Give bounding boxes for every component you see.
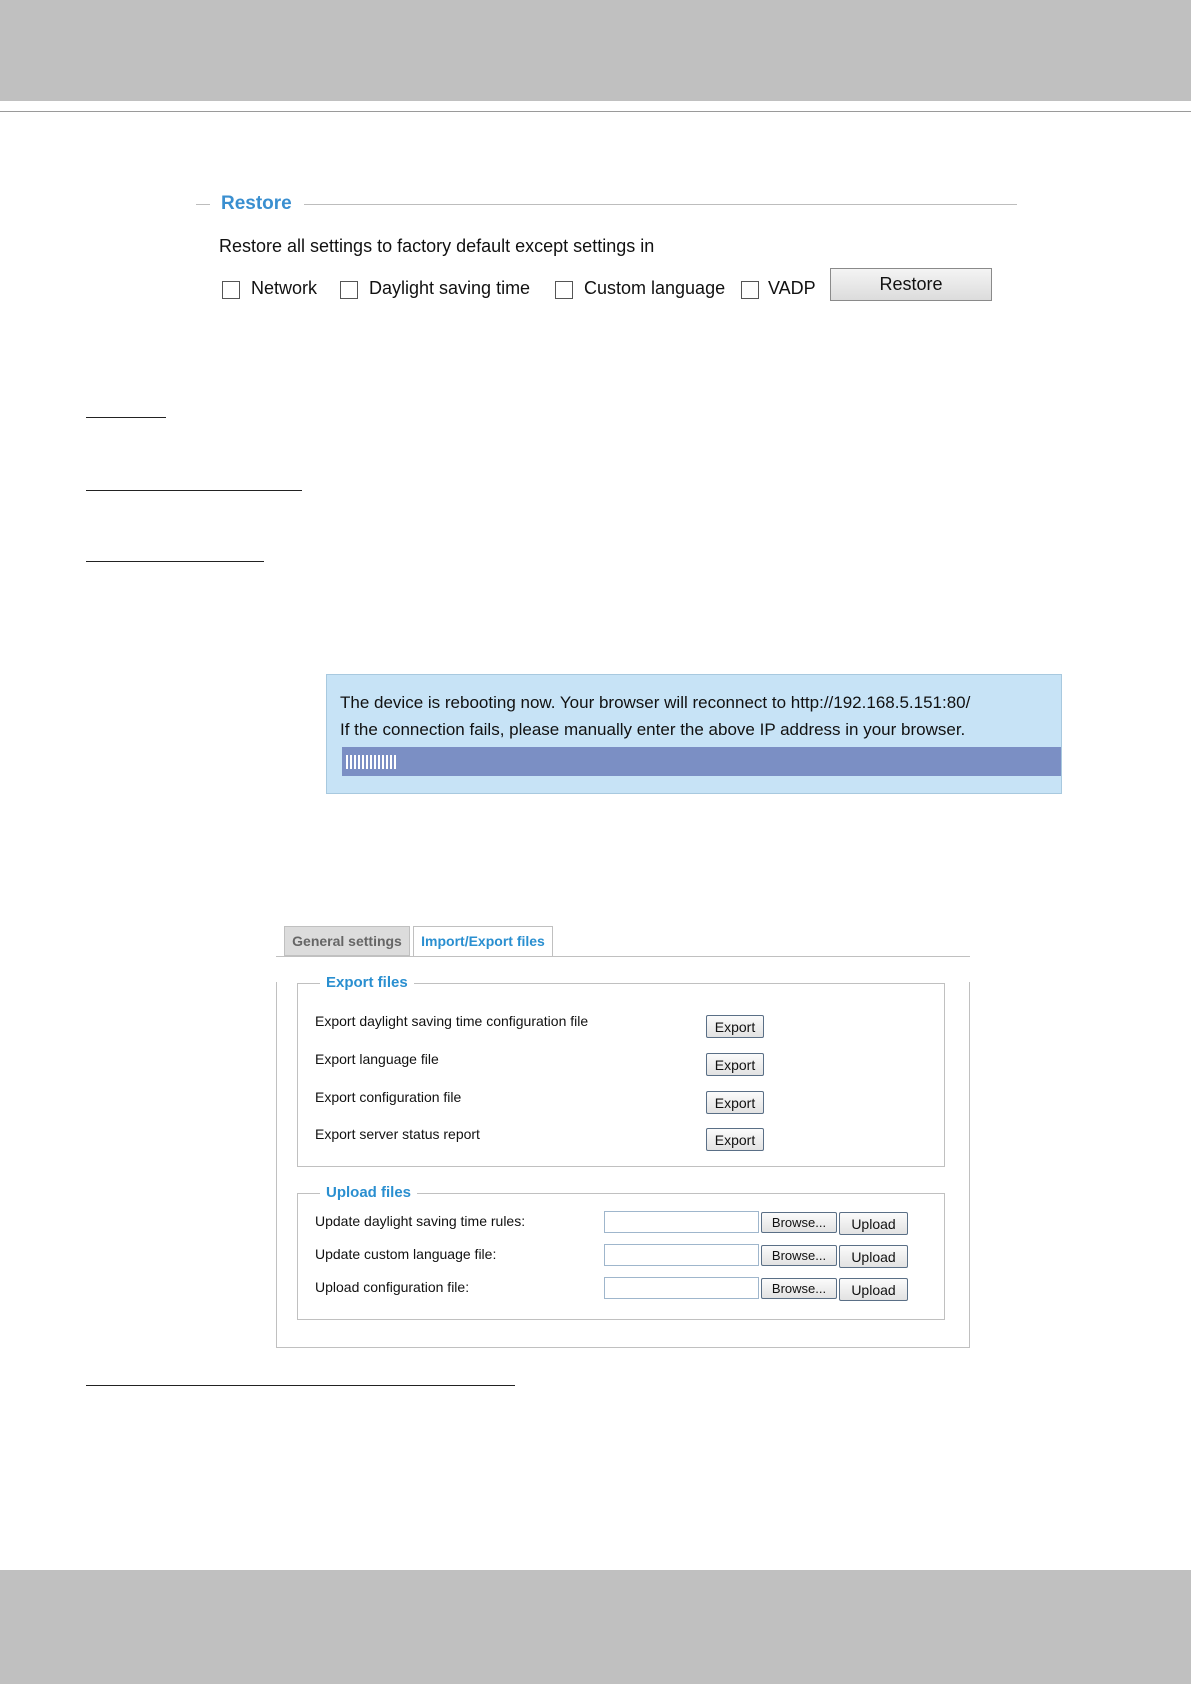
upload-language-browse-button[interactable]: Browse... [761,1245,837,1266]
restore-legend-line [196,204,210,205]
upload-dst-rules-upload-button[interactable]: Upload [839,1212,908,1235]
export-dst-config-button[interactable]: Export [706,1015,764,1038]
custom-language-checkbox-label: Custom language [584,278,726,298]
upload-config-browse-button[interactable]: Browse... [761,1278,837,1299]
restore-description: Restore all settings to factory default except settings in [219,236,655,256]
vadp-checkbox[interactable] [741,281,759,299]
upload-files-title: Upload files [320,1184,417,1201]
export-files-title: Export files [320,974,414,991]
upload-config-upload-button[interactable]: Upload [839,1278,908,1301]
upload-language-label: Update custom language file: [315,1246,497,1262]
network-checkbox-label: Network [251,278,318,298]
export-dst-config-label: Export daylight saving time configuration file [315,1013,589,1029]
upload-language-upload-button[interactable]: Upload [839,1245,908,1268]
heading-underline [86,1385,515,1386]
export-config-button[interactable]: Export [706,1091,764,1114]
restore-legend-line [304,204,1017,205]
daylight-saving-checkbox-label: Daylight saving time [369,278,531,298]
reboot-hint: If the connection fails, please manually enter the above IP address in your browser. [340,720,966,739]
tab-general-settings[interactable]: General settings [284,926,410,956]
tab-import-export-files[interactable]: Import/Export files [413,926,553,957]
heading-underline [86,561,264,562]
page-footer-band [0,1570,1191,1684]
upload-language-file-field[interactable] [604,1244,759,1266]
vadp-checkbox-label: VADP [768,278,816,298]
reboot-progress-bar [342,747,1061,776]
export-status-report-button[interactable]: Export [706,1128,764,1151]
export-status-report-label: Export server status report [315,1126,480,1142]
daylight-saving-checkbox[interactable] [340,281,358,299]
reboot-message: The device is rebooting now. Your browser will reconnect to http://192.168.5.151:80/ [340,693,971,712]
reboot-notice [326,674,1062,794]
upload-dst-rules-browse-button[interactable]: Browse... [761,1212,837,1233]
custom-language-checkbox[interactable] [555,281,573,299]
heading-underline [86,417,166,418]
export-language-button[interactable]: Export [706,1053,764,1076]
heading-underline [86,490,302,491]
restore-button[interactable]: Restore [830,268,992,301]
tab-strip-divider [276,956,970,957]
upload-config-file-field[interactable] [604,1277,759,1299]
upload-dst-rules-label: Update daylight saving time rules: [315,1213,526,1229]
export-config-label: Export configuration file [315,1089,462,1105]
export-language-label: Export language file [315,1051,439,1067]
network-checkbox[interactable] [222,281,240,299]
restore-section-title: Restore [221,193,292,214]
page-header-band [0,0,1191,101]
reboot-progress-fill [346,755,396,769]
upload-config-label: Upload configuration file: [315,1279,470,1295]
upload-dst-rules-file-field[interactable] [604,1211,759,1233]
header-divider [0,111,1191,112]
